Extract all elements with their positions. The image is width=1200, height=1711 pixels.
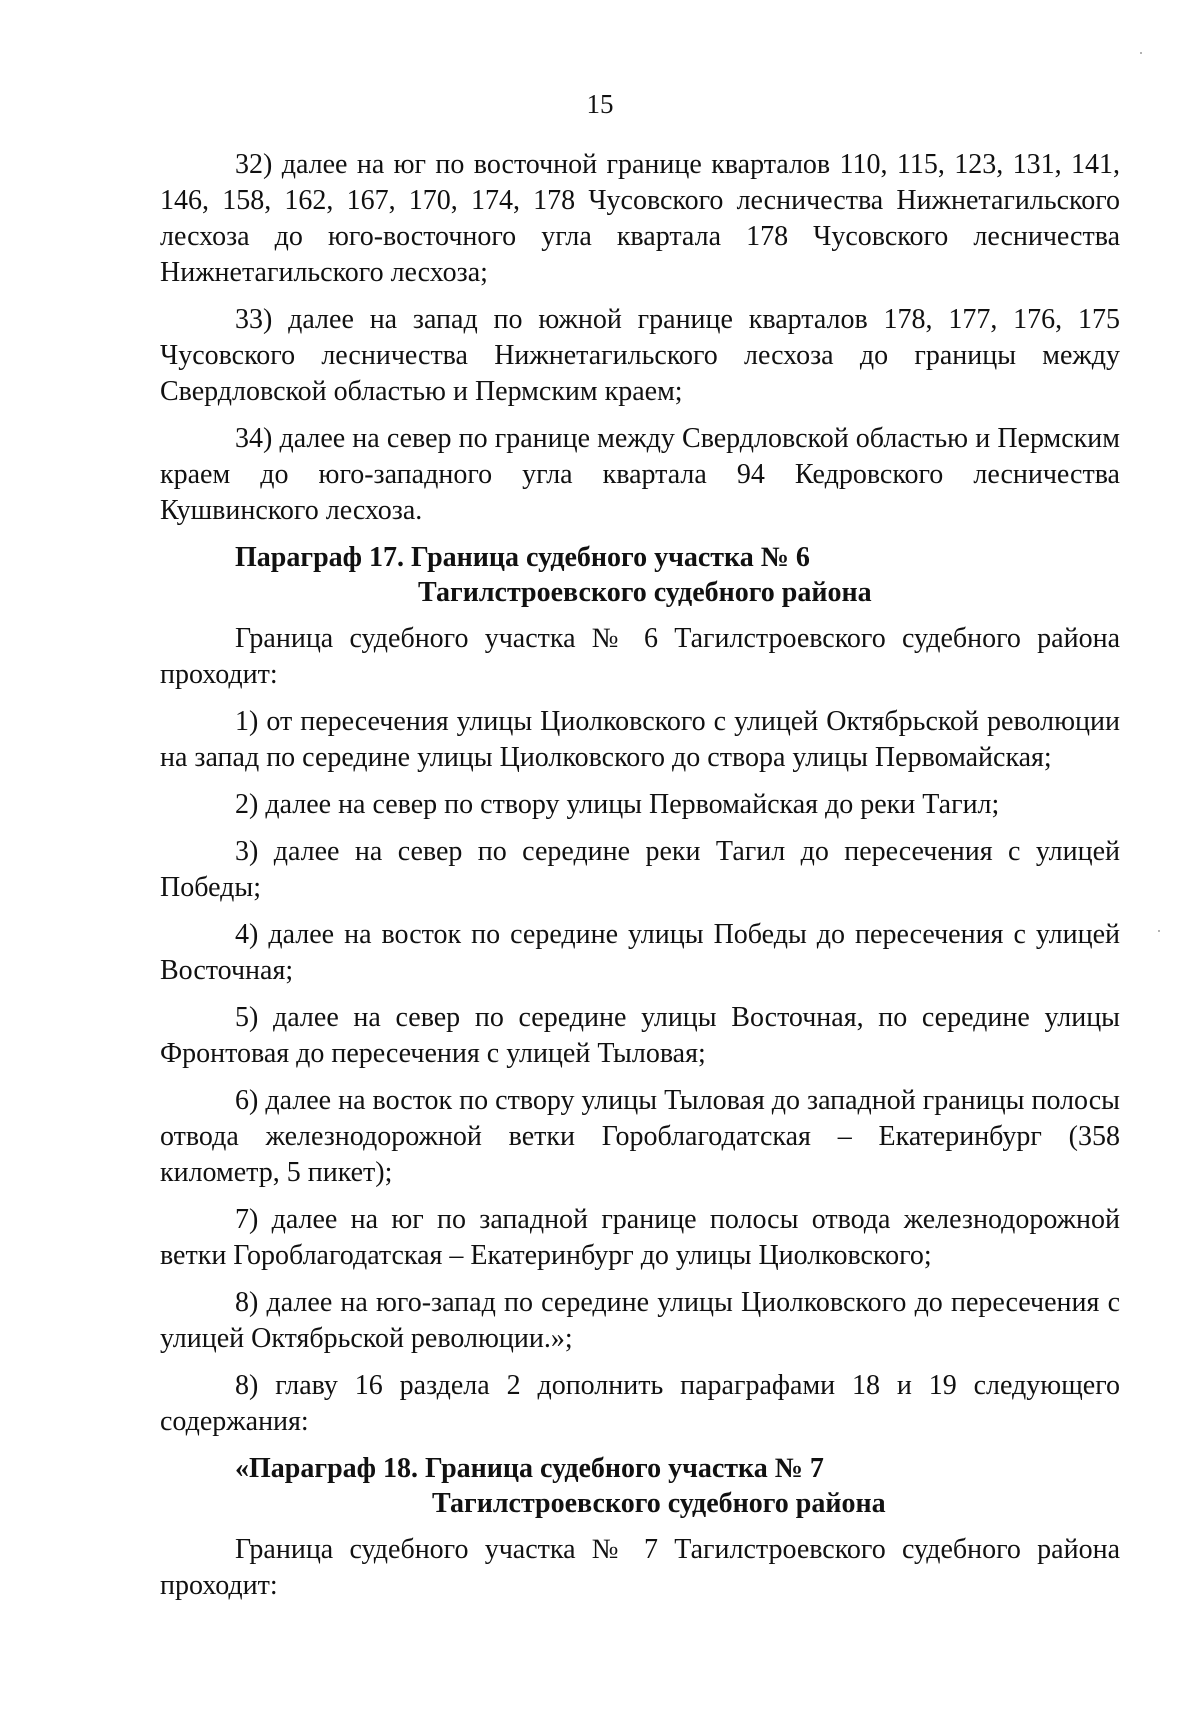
paragraph-item-2: 2) далее на север по створу улицы Первомайская до реки Тагил;	[235, 789, 1000, 820]
heading-line: «Параграф 18. Граница судебного участка № 7	[235, 1453, 824, 1484]
paragraph-item-6: 6) далее на восток по створу улицы Тыловая до западной границы полосы отвода железнодорожной ветки Гороблагодатская – Екатеринбург (358 километр, 5 пикет);	[160, 1085, 1120, 1188]
document-body	[160, 147, 1120, 1615]
paragraph-item-33: 33) далее на запад по южной границе кварталов 178, 177, 176, 175 Чусовского лесничества Нижнетагильского лесхоза до границы между Свердловской областью и Пермским краем;	[160, 304, 1120, 407]
scan-speck	[1158, 930, 1160, 932]
heading-line: Тагилстроевского судебного района	[432, 1488, 886, 1519]
paragraph-item-7: 7) далее на юг по западной границе полосы отвода железнодорожной ветки Гороблагодатская – Екатеринбург до улицы Циолковского;	[160, 1204, 1120, 1271]
paragraph-intro-plot-7: Граница судебного участка № 7 Тагилстроевского судебного района проходит:	[160, 1534, 1120, 1601]
paragraph-item-5: 5) далее на север по середине улицы Восточная, по середине улицы Фронтовая до пересечения с улицей Тыловая;	[160, 1002, 1120, 1069]
section-heading-paragraph-18	[160, 1451, 1120, 1521]
heading-line: Тагилстроевского судебного района	[418, 577, 872, 608]
page-number: 15	[586, 89, 614, 119]
heading-line: Параграф 17. Граница судебного участка № 6	[235, 542, 810, 573]
paragraph-item-8: 8) далее на юго-запад по середине улицы Циолковского до пересечения с улицей Октябрьской революции.»;	[160, 1287, 1120, 1354]
scan-speck	[1140, 52, 1142, 54]
paragraph-item-3: 3) далее на север по середине реки Тагил до пересечения с улицей Победы;	[160, 836, 1120, 903]
paragraph-item-34: 34) далее на север по границе между Свердловской областью и Пермским краем до юго-западного угла квартала 94 Кедровского лесничества Кушвинского лесхоза.	[160, 423, 1120, 526]
section-heading-paragraph-17	[160, 540, 1120, 610]
paragraph-item-4: 4) далее на восток по середине улицы Победы до пересечения с улицей Восточная;	[160, 919, 1120, 986]
paragraph-item-1: 1) от пересечения улицы Циолковского с улицей Октябрьской революции на запад по середине улицы Циолковского до створа улицы Первомайская;	[160, 706, 1120, 773]
paragraph-item-32: 32) далее на юг по восточной границе кварталов 110, 115, 123, 131, 141, 146, 158, 162, 167, 170, 174, 178 Чусовского лесничества Нижнетагильского лесхоза до юго-восточного угла квартала 178 Чусовского лесничества Нижнетагильского лесхоза;	[160, 149, 1120, 288]
paragraph-amendment-8: 8) главу 16 раздела 2 дополнить параграфами 18 и 19 следующего содержания:	[160, 1370, 1120, 1437]
paragraph-intro-plot-6: Граница судебного участка № 6 Тагилстроевского судебного района проходит:	[160, 623, 1120, 690]
